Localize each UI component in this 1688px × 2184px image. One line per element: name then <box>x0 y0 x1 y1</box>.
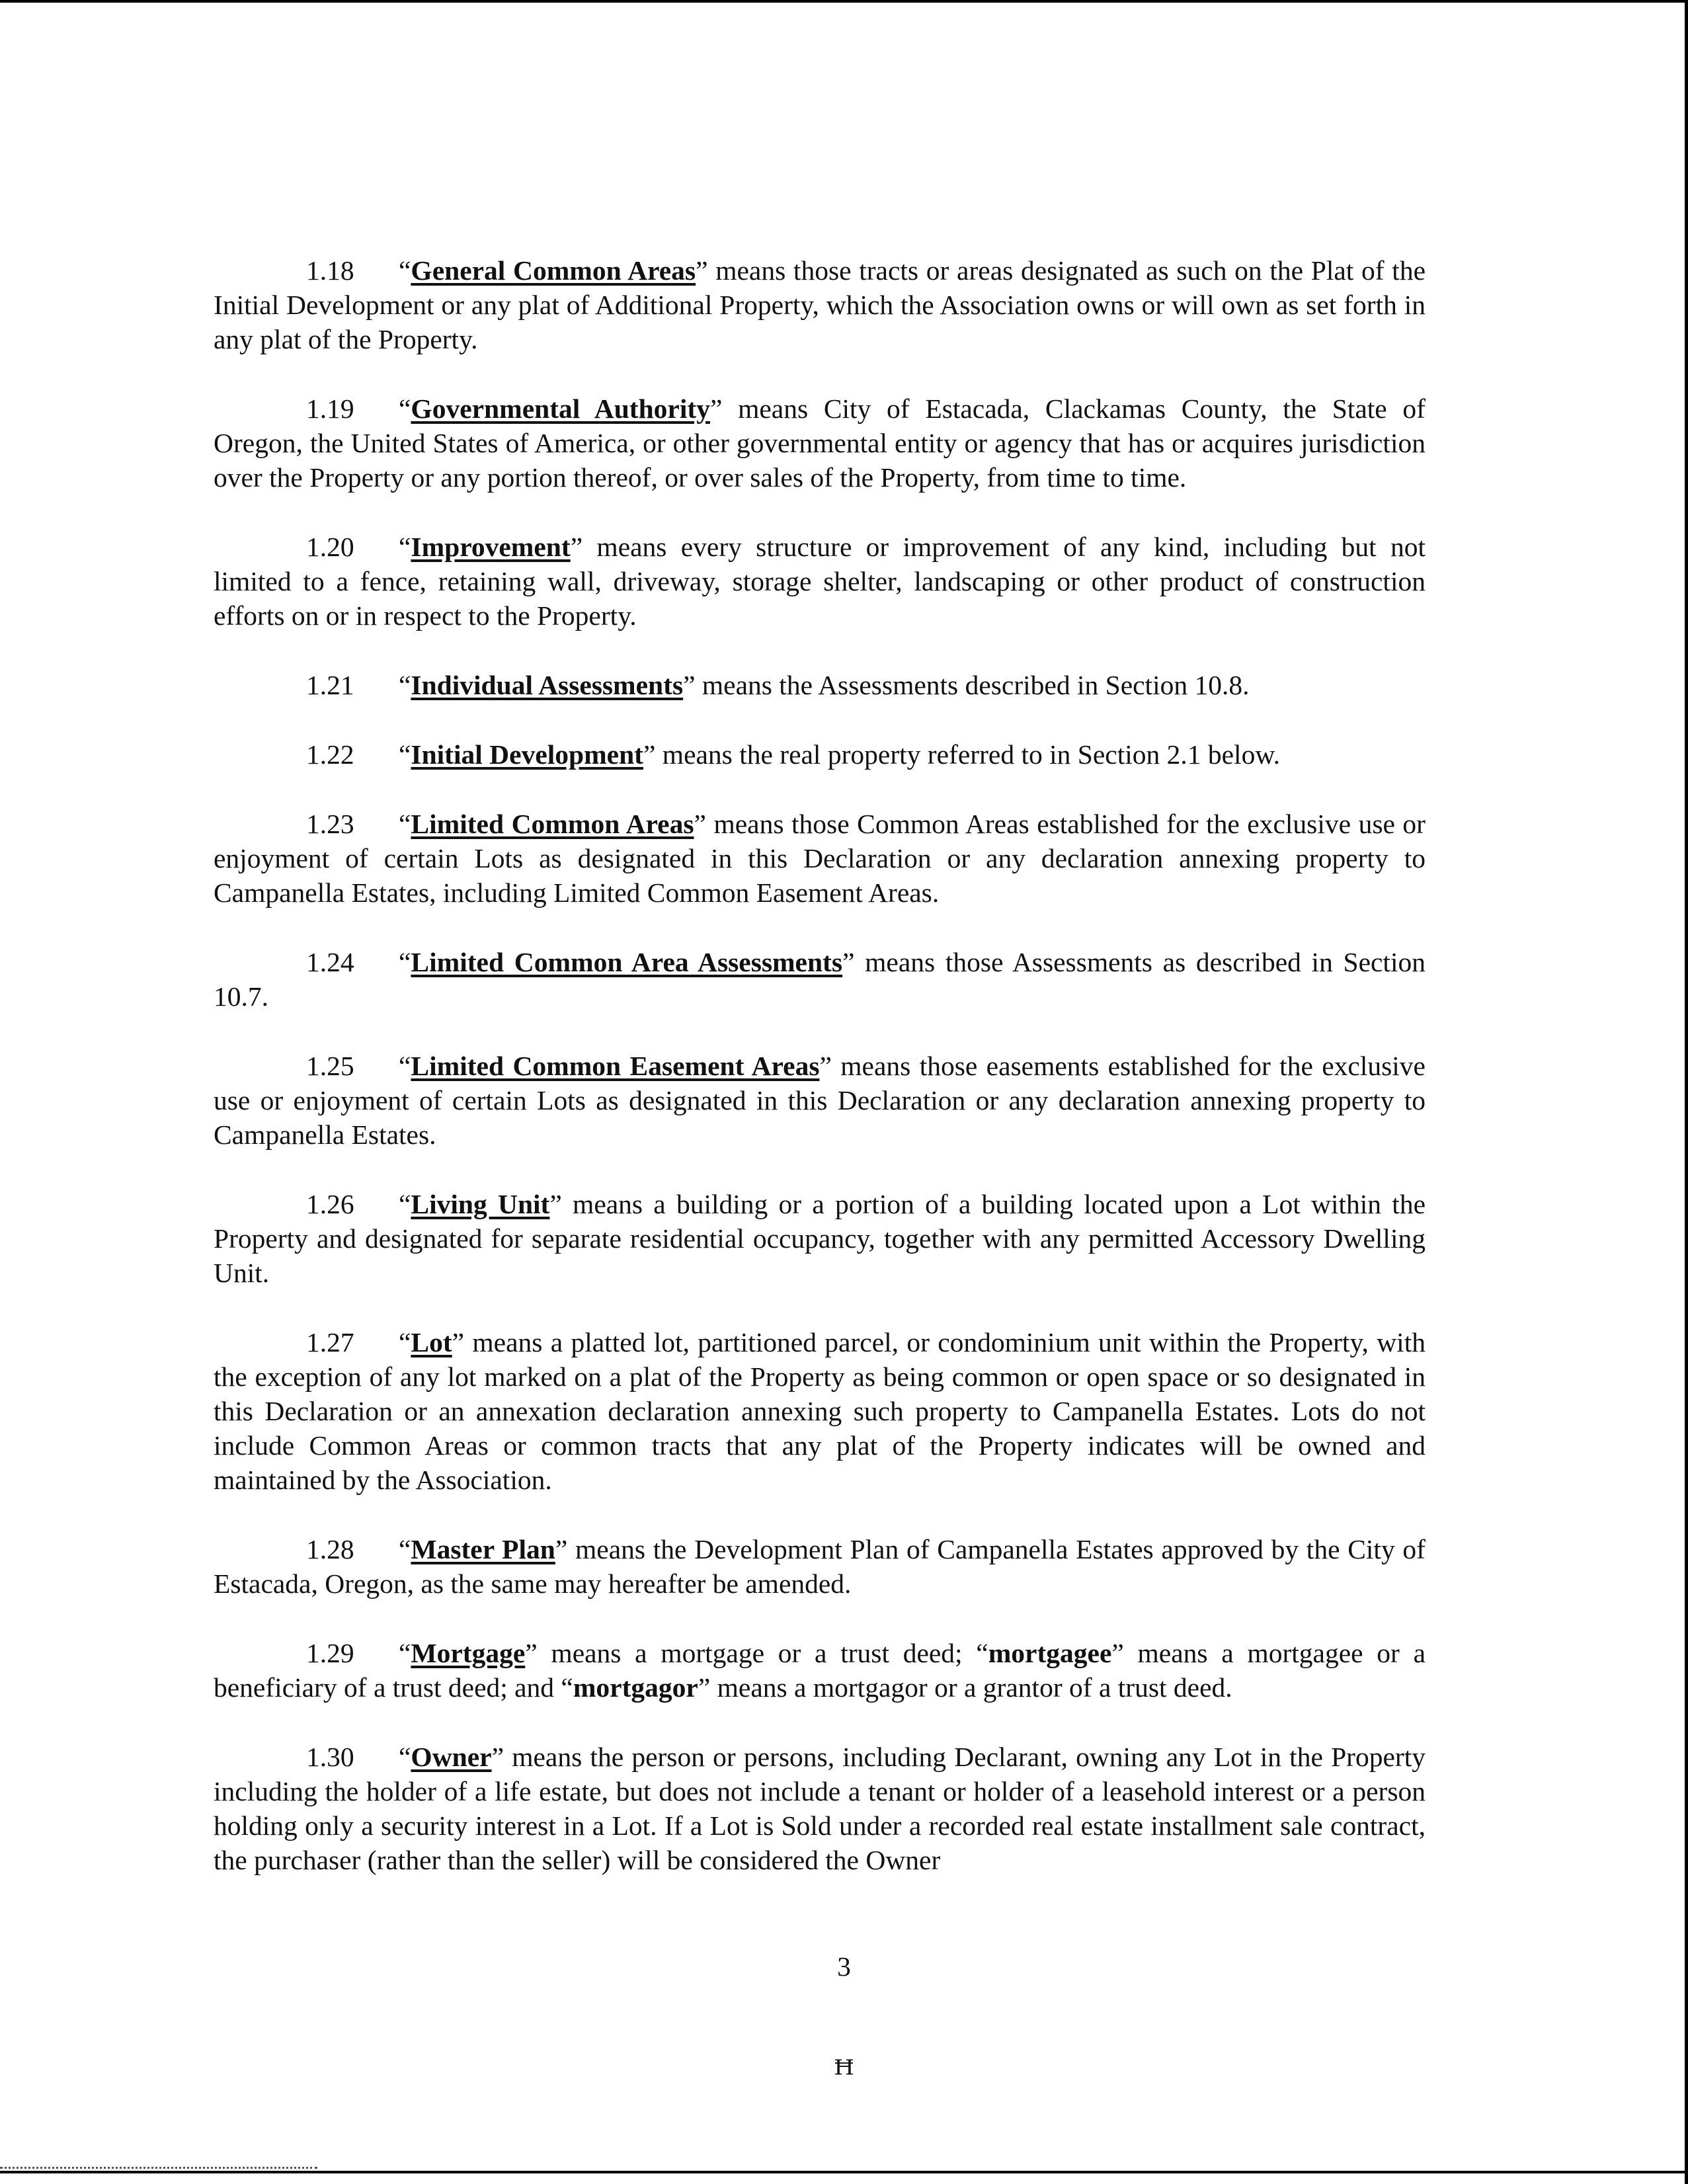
definition-1-30: 1.30 “Owner” means the person or persons, including Declarant, owning any Lot in the Property including the holder of a life estate, but does not include a tenant or holder of a leasehold interest or a person holding only a security interest in a Lot. If a Lot is Sold under a recorded real estate installment sale contract, the purchaser (rather than the seller) will be considered the Owner <box>214 1740 1426 1877</box>
definition-text: means a platted lot, partitioned parcel, or condominium unit within the Property, with the exception of any lot marked on a plat of the Property as being common or open space or so designated in this Declaration or an annexation declaration annexing such property to Campanella Estates. Lots do not include Common Areas or common tracts that any plat of the Property indicates will be owned and maintained by the Association. <box>214 1327 1426 1495</box>
definition-term: Master Plan <box>411 1534 555 1564</box>
definition-text: means the Development Plan of Campanella Estates approved by the City of Estacada, Oregon, as the same may hereafter be amended. <box>214 1534 1426 1599</box>
definition-text: means the real property referred to in Section 2.1 below. <box>655 739 1280 770</box>
definition-number: 1.27 <box>306 1327 354 1357</box>
page-border-right <box>1685 0 1688 2184</box>
page-border-bottom <box>0 2171 1688 2173</box>
definition-term: Individual Assessments <box>411 670 684 700</box>
definition-term: Governmental Authority <box>411 393 710 424</box>
definition-term: Limited Common Easement Areas <box>411 1051 820 1081</box>
definition-term: Limited Common Areas <box>411 809 694 839</box>
definitions-section <box>214 253 1426 1912</box>
definition-text: means a mortgage or a trust deed; “ <box>537 1638 988 1668</box>
definition-number: 1.19 <box>306 393 354 424</box>
definition-text: means the Assessments described in Section 10.8. <box>695 670 1250 700</box>
definition-text: means those tracts or areas designated as such on the Plat of the Initial Development or any plat of Additional Property, which the Association owns or will own as set forth in any plat of the Property. <box>214 255 1426 354</box>
definition-number: 1.20 <box>306 532 354 562</box>
definition-text: means those Assessments as described in Section 10.7. <box>214 947 1426 1012</box>
page-number: 3 <box>837 1951 851 1982</box>
definition-1-27: 1.27 “Lot” means a platted lot, partitioned parcel, or condominium unit within the Property, with the exception of any lot marked on a plat of the Property as being common or open space or so designated in this Declaration or an annexation declaration annexing such property to Campanella Estates. Lots do not include Common Areas or common tracts that any plat of the Property indicates will be owned and maintained by the Association. <box>214 1325 1426 1497</box>
definition-1-26: 1.26 “Living Unit” means a building or a portion of a building located upon a Lot within the Property and designated for separate residential occupancy, together with any permitted Accessory Dwelling Unit. <box>214 1187 1426 1290</box>
definition-number: 1.29 <box>306 1638 354 1668</box>
definition-term: Lot <box>411 1327 452 1357</box>
definition-term: Owner <box>411 1742 492 1772</box>
definition-term: Mortgage <box>411 1638 526 1668</box>
definition-term: Living Unit <box>411 1189 550 1219</box>
definition-number: 1.28 <box>306 1534 354 1564</box>
defined-word-mortgagor: mortgagor <box>573 1672 698 1703</box>
definition-text: means City of Estacada, Clackamas County, the State of Oregon, the United States of America, or other governmental entity or agency that has or acquires jurisdiction over the Property or any portion thereof, or over sales of the Property, from time to time. <box>214 393 1426 493</box>
definition-number: 1.21 <box>306 670 354 700</box>
definition-1-19: 1.19 “Governmental Authority” means City of Estacada, Clackamas County, the State of Oregon, the United States of America, or other governmental entity or agency that has or acquires jurisdiction over the Property or any portion thereof, or over sales of the Property, from time to time. <box>214 391 1426 495</box>
definition-number: 1.24 <box>306 947 354 977</box>
definition-1-22: 1.22 “Initial Development” means the real property referred to in Section 2.1 below. <box>214 737 1426 772</box>
definition-term: Limited Common Area Assessments <box>411 947 843 977</box>
definition-term: Improvement <box>411 532 571 562</box>
handwritten-mark: ꟸ <box>834 2053 854 2096</box>
definition-number: 1.25 <box>306 1051 354 1081</box>
definition-number: 1.23 <box>306 809 354 839</box>
definition-text: ” means a mortgagor or a grantor of a trust deed. <box>698 1672 1232 1703</box>
definition-term: Initial Development <box>411 739 643 770</box>
definition-1-24: 1.24 “Limited Common Area Assessments” means those Assessments as described in Section 10.7. <box>214 945 1426 1014</box>
scan-artifact-line <box>0 2167 317 2169</box>
definition-text: means a building or a portion of a building located upon a Lot within the Property and designated for separate residential occupancy, together with any permitted Accessory Dwelling Unit. <box>214 1189 1426 1288</box>
page-border-top <box>0 0 1688 3</box>
definition-text: means every structure or improvement of any kind, including but not limited to a fence, retaining wall, driveway, storage shelter, landscaping or other product of construction efforts on or in respect to the Property. <box>214 532 1426 631</box>
definition-number: 1.30 <box>306 1742 354 1772</box>
definition-1-25: 1.25 “Limited Common Easement Areas” means those easements established for the exclusive use or enjoyment of certain Lots as designated in this Declaration or any declaration annexing property to Campanella Estates. <box>214 1049 1426 1152</box>
definition-1-21: 1.21 “Individual Assessments” means the Assessments described in Section 10.8. <box>214 668 1426 702</box>
definition-number: 1.26 <box>306 1189 354 1219</box>
definition-text: means those Common Areas established for the exclusive use or enjoyment of certain Lots as designated in this Declaration or any declaration annexing property to Campanella Estates, including Limited Common Easement Areas. <box>214 809 1426 908</box>
definition-number: 1.18 <box>306 255 354 286</box>
definition-1-20: 1.20 “Improvement” means every structure or improvement of any kind, including but not limited to a fence, retaining wall, driveway, storage shelter, landscaping or other product of construction efforts on or in respect to the Property. <box>214 530 1426 633</box>
defined-word-mortgagee: mortgagee <box>988 1638 1112 1668</box>
definition-text: means the person or persons, including Declarant, owning any Lot in the Property including the holder of a life estate, but does not include a tenant or holder of a leasehold interest or a person holding only a security interest in a Lot. If a Lot is Sold under a recorded real estate installment sale contract, the purchaser (rather than the seller) will be considered the Owner <box>214 1742 1426 1875</box>
definition-text: ” means a mortgagee or a beneficiary of a trust deed; and “ <box>214 1638 1426 1703</box>
definition-1-18: 1.18 “General Common Areas” means those tracts or areas designated as such on the Plat of the Initial Development or any plat of Additional Property, which the Association owns or will own as set forth in any plat of the Property. <box>214 253 1426 356</box>
definition-number: 1.22 <box>306 739 354 770</box>
definition-text: means those easements established for the exclusive use or enjoyment of certain Lots as designated in this Declaration or any declaration annexing property to Campanella Estates. <box>214 1051 1426 1150</box>
definition-1-28: 1.28 “Master Plan” means the Development Plan of Campanella Estates approved by the City of Estacada, Oregon, as the same may hereafter be amended. <box>214 1532 1426 1601</box>
definition-1-23: 1.23 “Limited Common Areas” means those Common Areas established for the exclusive use or enjoyment of certain Lots as designated in this Declaration or any declaration annexing property to Campanella Estates, including Limited Common Easement Areas. <box>214 807 1426 910</box>
definition-1-29: 1.29 “Mortgage” means a mortgage or a trust deed; “mortgagee” means a mortgagee or a beneficiary of a trust deed; and “mortgagor” means a mortgagor or a grantor of a trust deed. <box>214 1636 1426 1705</box>
definition-term: General Common Areas <box>411 255 696 286</box>
